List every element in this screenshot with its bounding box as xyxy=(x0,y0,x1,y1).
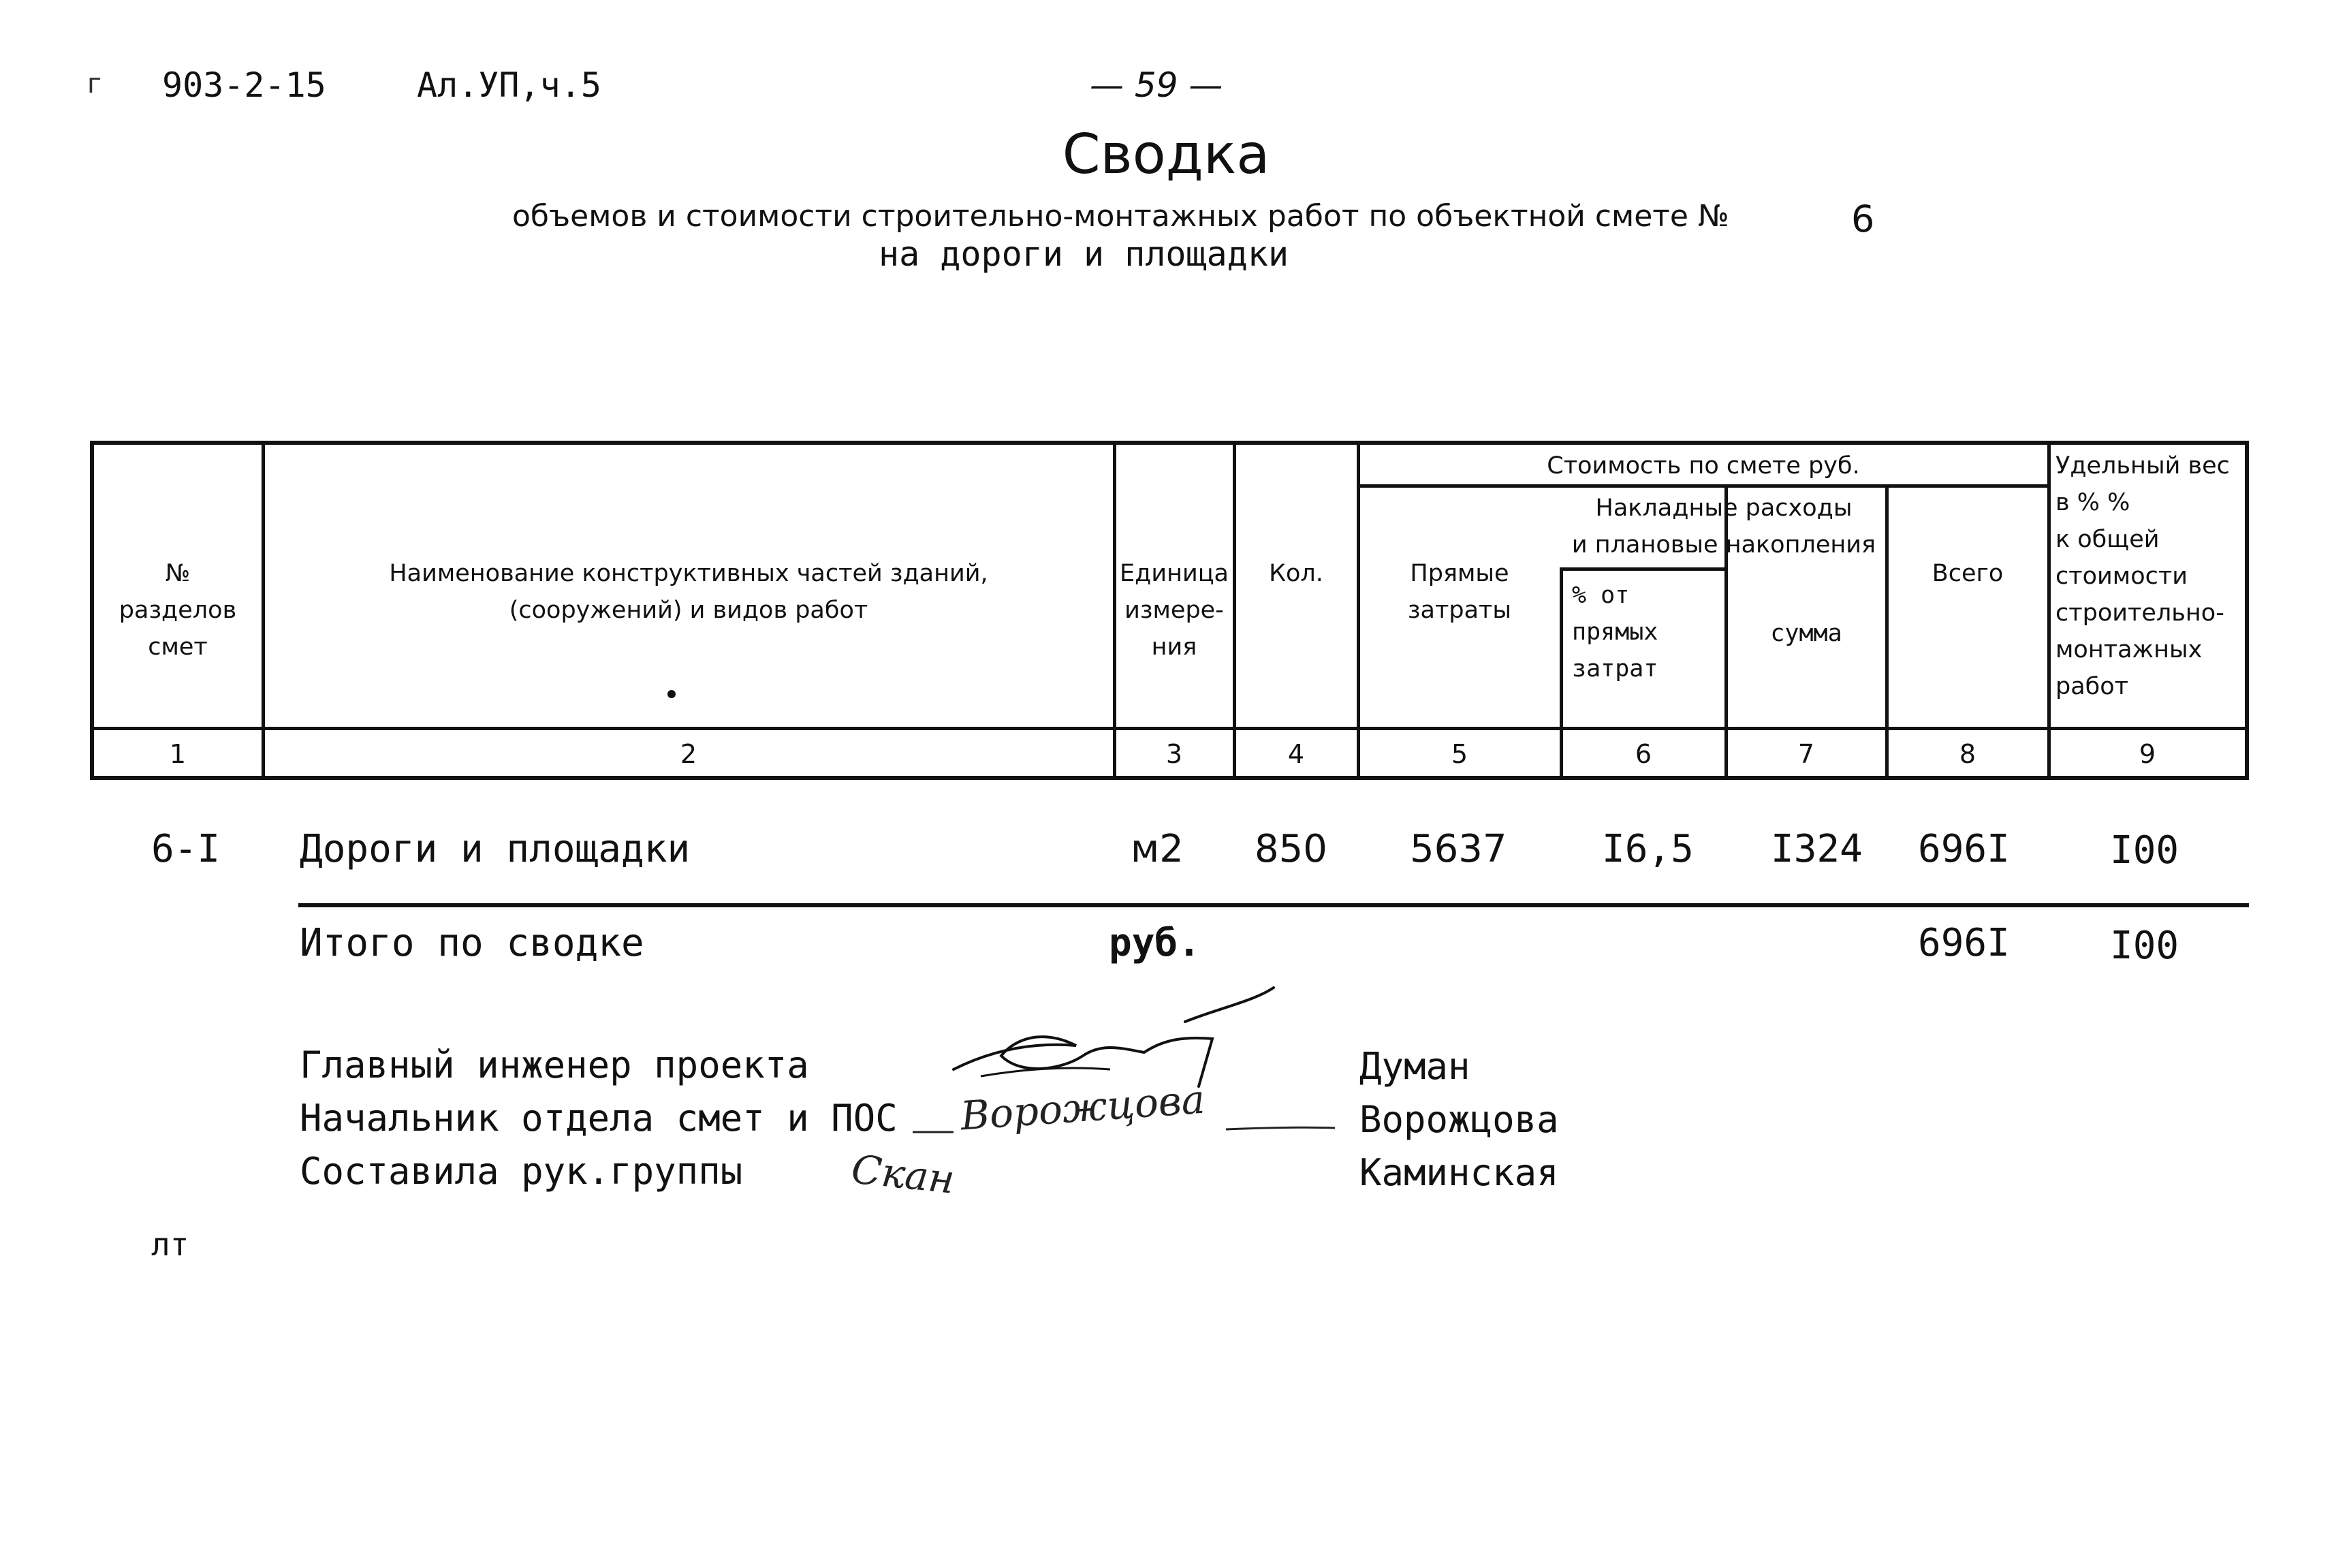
signature-role: Главный инженер проекта xyxy=(300,1044,809,1086)
column-number: 2 xyxy=(680,739,697,769)
page-number: — 59 — xyxy=(1090,65,1223,105)
signature-role: Составила рук.группы xyxy=(300,1150,743,1193)
row-section: 6-I xyxy=(151,827,221,871)
dot-mark xyxy=(667,690,676,698)
header-direct-costs: Прямые затраты xyxy=(1407,560,1512,624)
signature-underline xyxy=(906,1117,1342,1144)
row-direct-costs: 5637 xyxy=(1410,827,1507,871)
column-number: 5 xyxy=(1451,739,1468,769)
header-overhead-percent: % от прямых затрат xyxy=(1572,582,1658,683)
column-number: 1 xyxy=(169,739,187,769)
footer-mark: лт xyxy=(151,1226,189,1263)
estimate-number: 6 xyxy=(1851,198,1875,240)
handwritten-signature: Ворожцова xyxy=(959,1076,1207,1140)
album-reference: Ал.УП,ч.5 xyxy=(417,65,601,105)
total-divider xyxy=(298,903,2249,907)
row-total: 696I xyxy=(1918,827,2010,871)
header-section-number: № разделов смет xyxy=(119,560,237,661)
signature-name: Каминская xyxy=(1359,1151,1559,1194)
column-number: 9 xyxy=(2139,739,2156,769)
page-title: Сводка xyxy=(1062,123,1270,186)
page-subtitle: объемов и стоимости строительно-монтажных работ по объектной смете № xyxy=(512,199,1729,234)
row-quantity: 850 xyxy=(1255,827,1327,871)
total-value: 696I xyxy=(1918,921,2010,965)
total-unit: руб. xyxy=(1109,921,1201,965)
corner-mark: г xyxy=(87,68,102,99)
header-work-name: Наименование конструктивных частей зданий, (сооружений) и видов работ xyxy=(389,560,988,624)
row-overhead-sum: I324 xyxy=(1771,827,1863,871)
header-cost-group: Стоимость по смете руб. xyxy=(1547,452,1860,480)
column-number: 6 xyxy=(1635,739,1652,769)
column-number: 3 xyxy=(1165,739,1183,769)
header-overhead-sum: сумма xyxy=(1770,620,1842,647)
header-overhead-group: Накладные расходы и плановые накопления xyxy=(1571,495,1876,559)
total-label: Итого по сводке xyxy=(300,921,644,965)
header-total: Всего xyxy=(1932,560,2004,587)
row-name: Дороги и площадки xyxy=(300,827,691,871)
signature-name: Думан xyxy=(1359,1045,1470,1088)
page-subtitle-object: на дороги и площадки xyxy=(879,234,1289,274)
signature-role: Начальник отдела смет и ПОС xyxy=(300,1097,898,1140)
column-number: 7 xyxy=(1797,739,1815,769)
row-share: I00 xyxy=(2110,828,2179,873)
handwritten-signature: Скан xyxy=(849,1146,957,1203)
header-share: Удельный вес в % % к общей стоимости строительно- монтажных работ xyxy=(2055,452,2230,700)
document-code: 903-2-15 xyxy=(162,65,326,105)
header-quantity: Кол. xyxy=(1269,560,1323,587)
signature-name: Ворожцова xyxy=(1359,1098,1559,1141)
total-share: I00 xyxy=(2110,924,2179,968)
column-number: 8 xyxy=(1959,739,1976,769)
summary-table-header xyxy=(90,441,2249,780)
column-number: 4 xyxy=(1287,739,1305,769)
row-overhead-percent: I6,5 xyxy=(1602,827,1694,871)
header-unit: Единица измере- ния xyxy=(1120,560,1229,661)
row-unit: м2 xyxy=(1131,827,1184,871)
